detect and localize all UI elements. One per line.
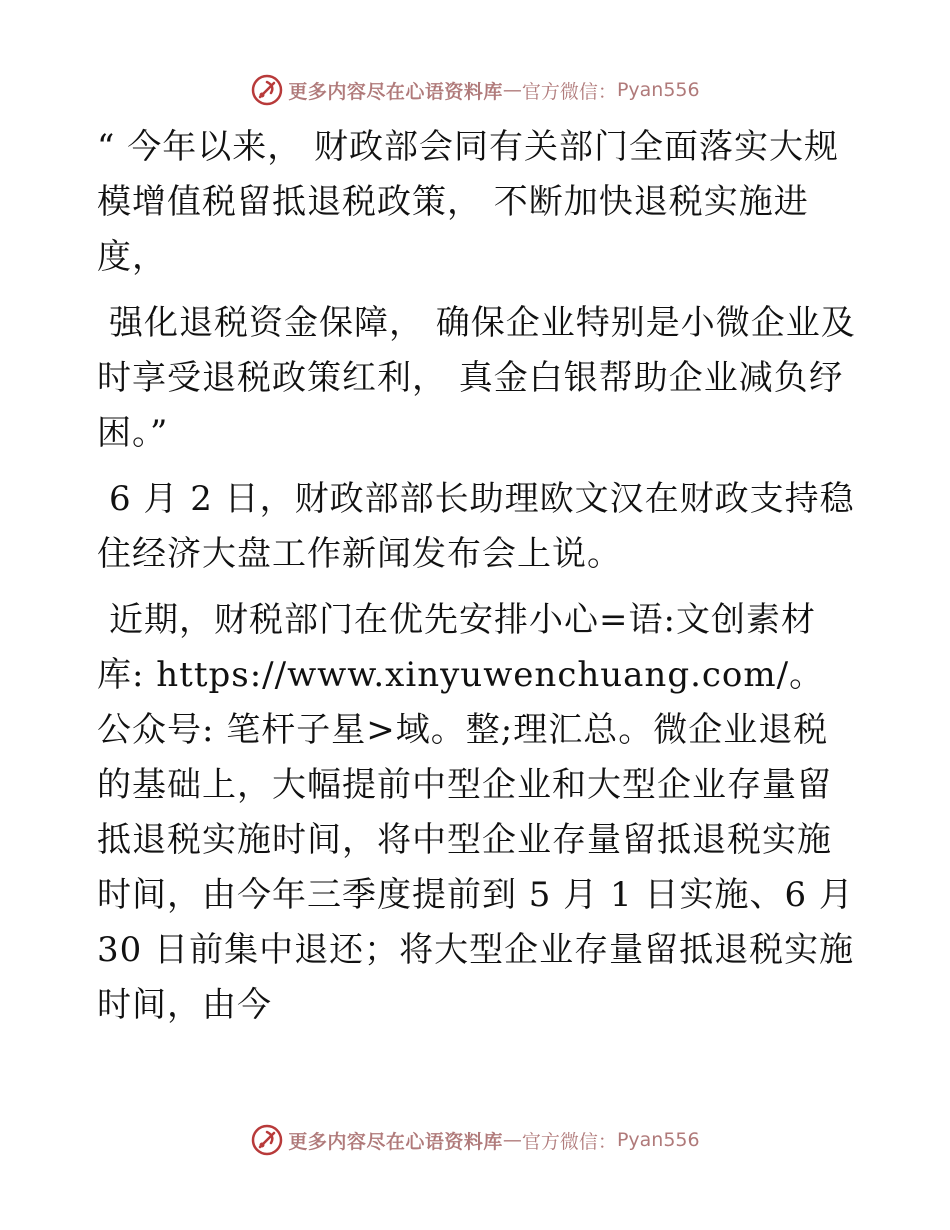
paragraph-4: 近期，财税部门在优先安排小心=语:文创素材库: https://www.xinyuwenchuang.com/。公众号: 笔杆子星>域。整;理汇总。微企业退税的基础上，大幅提前中型企业和大型企业存量留抵退税实施时间，将中型企业存量留抵退税实施时间，由今年三季度提前到 5 月 1 日实施、6 月 30 日前集中退还；将大型企业存量留抵退税实施时间，由今 [97,600,855,1025]
header-banner [0,70,950,110]
banner-wechat-label: 官方微信： [521,1130,617,1153]
logo-icon [250,1123,284,1157]
banner-wechat-id: Pyan556 [616,1129,700,1151]
banner-wechat-label: 官方微信： [521,80,617,103]
logo-icon [250,73,284,107]
footer-banner [0,1120,950,1160]
banner-main-text: 更多内容尽在心语资料库 [288,80,503,103]
banner-wechat-id: Pyan556 [616,79,700,101]
banner-separator: — [502,1129,522,1151]
banner-separator: — [502,79,522,101]
paragraph-3: 6 月 2 日，财政部部长助理欧文汉在财政支持稳住经济大盘工作新闻发布会上说。 [97,479,855,574]
paragraph-2: 强化退税资金保障， 确保企业特别是小微企业及时享受退税政策红利， 真金白银帮助企业减负纾困。” [97,303,856,453]
banner-main-text: 更多内容尽在心语资料库 [288,1130,503,1153]
paragraph-1: “ 今年以来， 财政部会同有关部门全面落实大规模增值税留抵退税政策， 不断加快退税实施进度， [97,127,839,277]
document-body [97,120,857,1044]
